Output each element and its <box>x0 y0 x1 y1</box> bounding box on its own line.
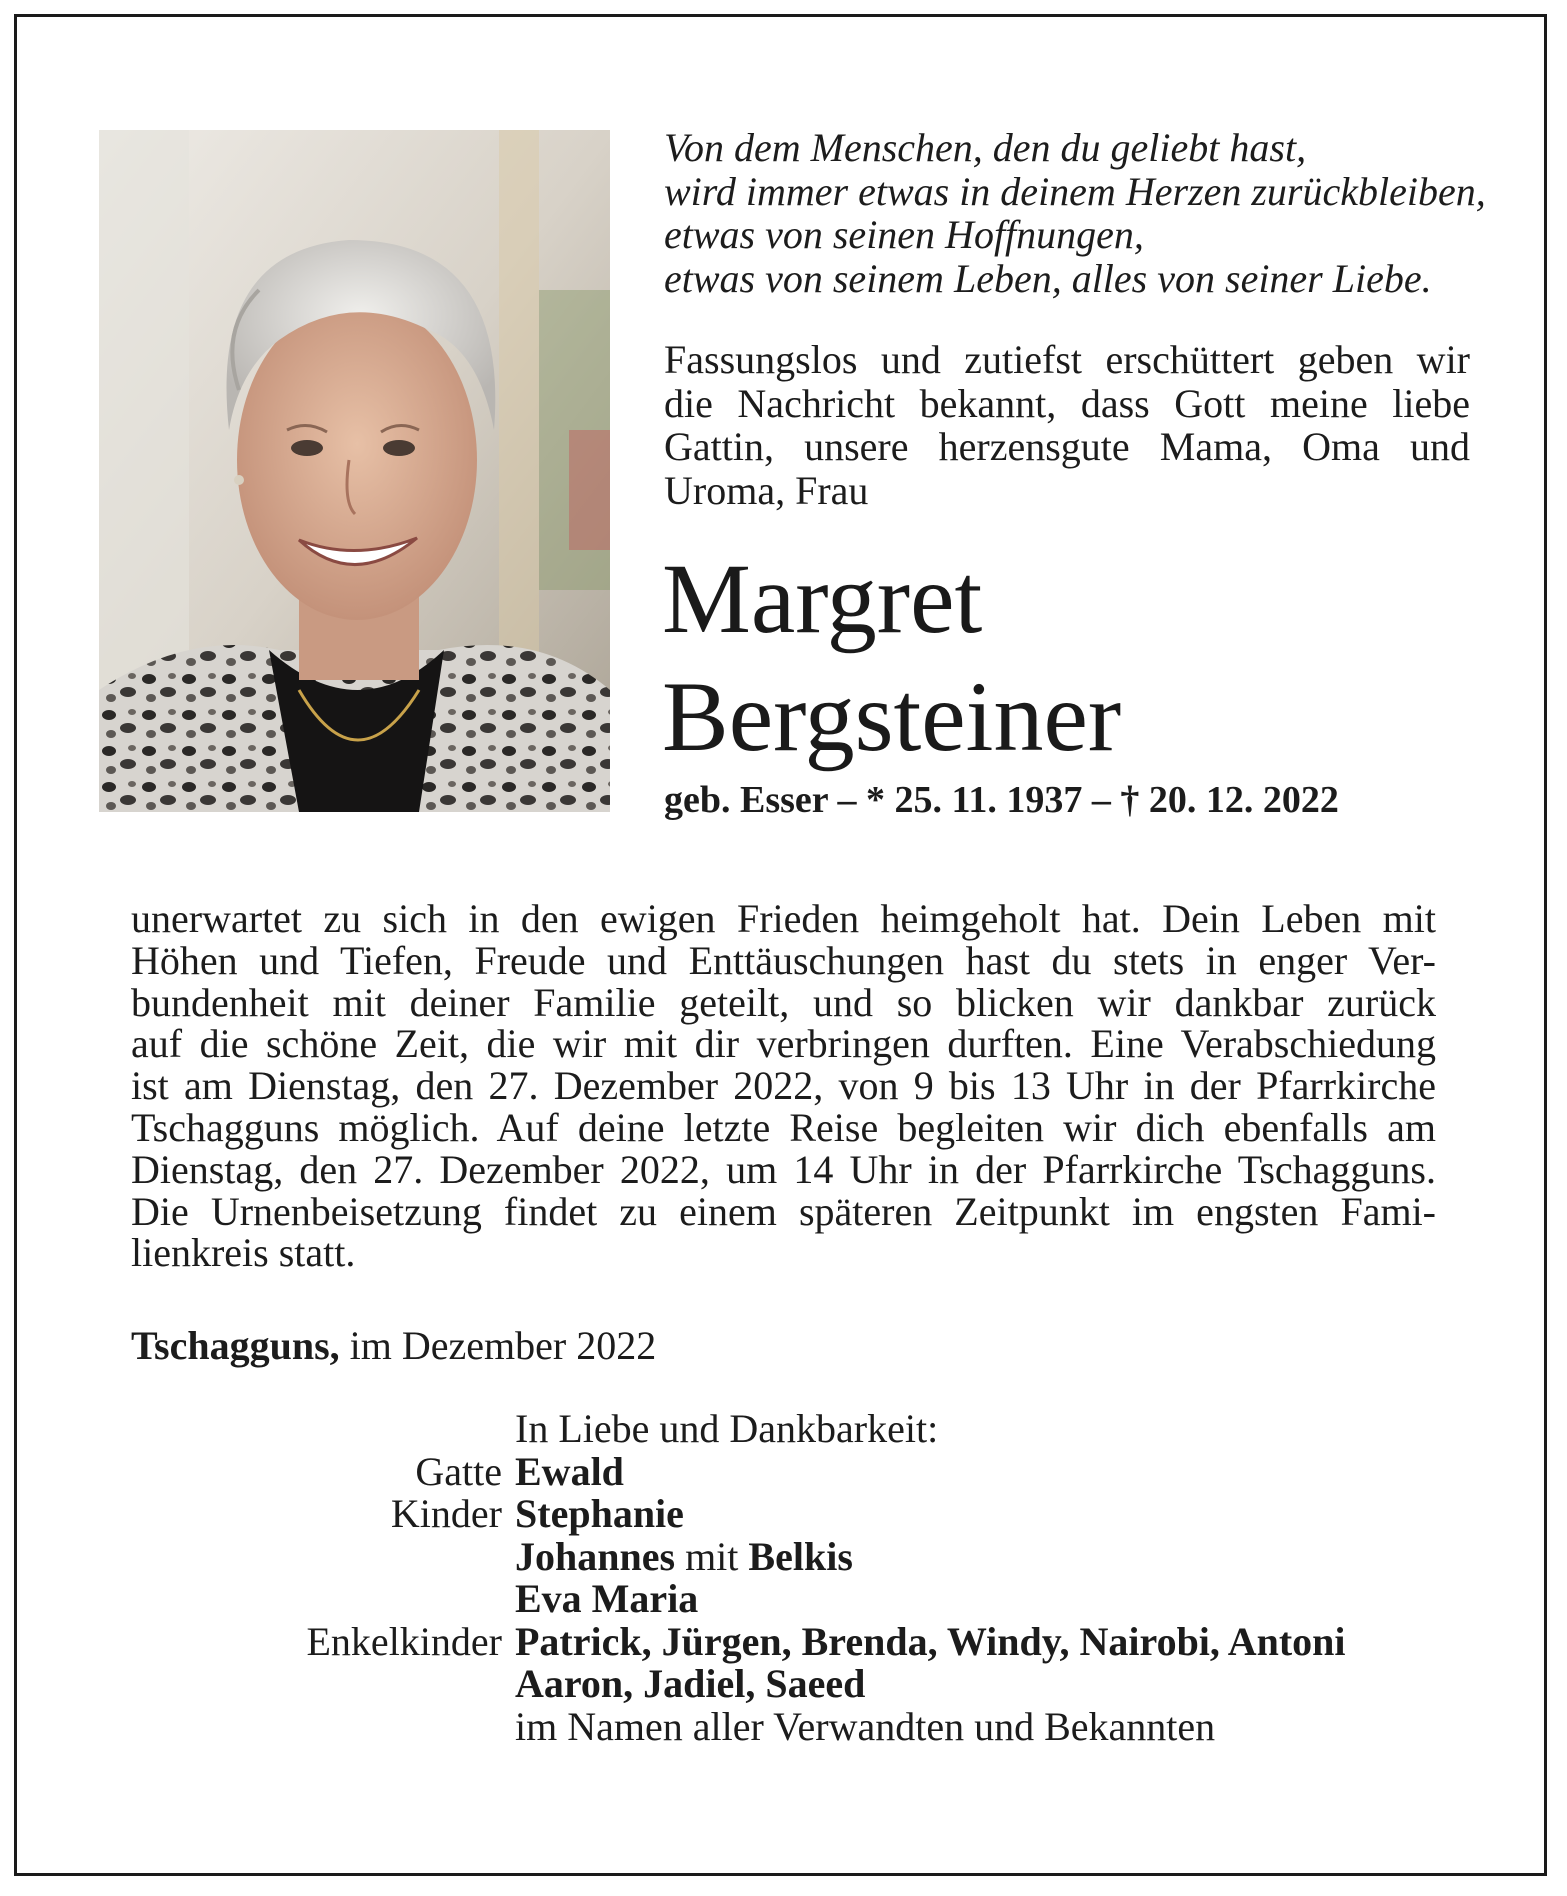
signature-row-closing <box>131 1703 1451 1749</box>
place-town: Tschagguns, <box>131 1323 340 1368</box>
quote-line: etwas von seinem Leben, alles von seiner Liebe. <box>664 255 1432 301</box>
intro-line: die Nachricht bekannt, dass Gott meine liebe <box>664 380 1470 426</box>
body-line: unerwartet zu sich in den ewigen Frieden heimgeholt hat. Dein Leben mit <box>131 896 1436 941</box>
memorial-quote <box>664 126 1514 300</box>
first-name: Margret <box>662 543 983 654</box>
body-text <box>131 898 1436 1274</box>
mourner-name: Patrick, Jürgen, Brenda, Windy, Nairobi, Antoni <box>515 1618 1346 1664</box>
mourner-name: Belkis <box>748 1533 853 1579</box>
place-month: im Dezember 2022 <box>339 1323 657 1368</box>
mourner-name: Eva Maria <box>515 1576 699 1621</box>
signature-row <box>131 1533 1451 1579</box>
announcement-intro <box>664 338 1470 512</box>
closing-line: im Namen aller Verwandten und Bekannten <box>515 1703 1216 1749</box>
last-name: Bergsteiner <box>662 661 1122 772</box>
signature-row <box>131 1578 1451 1621</box>
place-date <box>131 1324 656 1368</box>
signature-heading: In Liebe und Dankbarkeit: <box>515 1406 939 1451</box>
quote-line: etwas von seinen Hoffnungen, <box>664 212 1144 257</box>
mourner-name: Aaron, Jadiel, Saeed <box>515 1661 866 1706</box>
deceased-name <box>662 540 1482 776</box>
mourner-name: Johannes <box>515 1533 676 1579</box>
body-line: Tschagguns möglich. Auf deine letzte Reise begleiten wir dich ebenfalls am <box>131 1104 1436 1150</box>
body-line: lienkreis statt. <box>131 1230 356 1276</box>
relation-label: Gatte <box>415 1448 502 1494</box>
body-line: bundenheit mit deiner Familie geteilt, und so blicken wir dankbar zurück <box>131 979 1436 1025</box>
signature-row-kinder <box>131 1493 1451 1536</box>
relation-label: Kinder <box>390 1491 502 1536</box>
body-line: Die Urnenbeisetzung findet zu einem späteren Zeitpunkt im engsten Fami- <box>131 1188 1436 1234</box>
signature-row-enkel <box>131 1618 1451 1664</box>
quote-line: Von dem Menschen, den du geliebt hast, <box>664 125 1307 170</box>
body-line: ist am Dienstag, den 27. Dezember 2022, von 9 bis 13 Uhr in der Pfarrkirche <box>131 1063 1436 1109</box>
portrait-photo <box>99 130 610 812</box>
intro-line: Gattin, unsere herzensgute Mama, Oma und <box>664 424 1470 469</box>
intro-line: Uroma, Frau <box>664 467 869 513</box>
mourner-name: Stephanie <box>515 1491 684 1536</box>
intro-line: Fassungslos und zutiefst erschüttert geben wir <box>664 337 1470 382</box>
signature-row-gatte <box>131 1448 1451 1494</box>
body-line: auf die schöne Zeit, die wir mit dir verbringen durften. Eine Verabschiedung <box>131 1021 1436 1067</box>
signature-heading-row <box>131 1408 1451 1451</box>
mourners-list <box>131 1408 1451 1748</box>
signature-row <box>131 1663 1451 1706</box>
relation-label: Enkelkinder <box>306 1618 502 1664</box>
birth-death-dates: geb. Esser – * 25. 11. 1937 – † 20. 12. 2022 <box>664 779 1339 821</box>
mourner-name: Ewald <box>515 1448 624 1494</box>
quote-line: wird immer etwas in deinem Herzen zurückbleiben, <box>664 168 1486 214</box>
portrait-illustration <box>99 130 610 812</box>
body-line: Höhen und Tiefen, Freude und Enttäuschungen hast du stets in enger Ver- <box>131 937 1436 983</box>
body-line: Dienstag, den 27. Dezember 2022, um 14 Uhr in der Pfarrkirche Tschagguns. <box>131 1146 1436 1192</box>
mourner-connector: mit <box>675 1533 749 1579</box>
